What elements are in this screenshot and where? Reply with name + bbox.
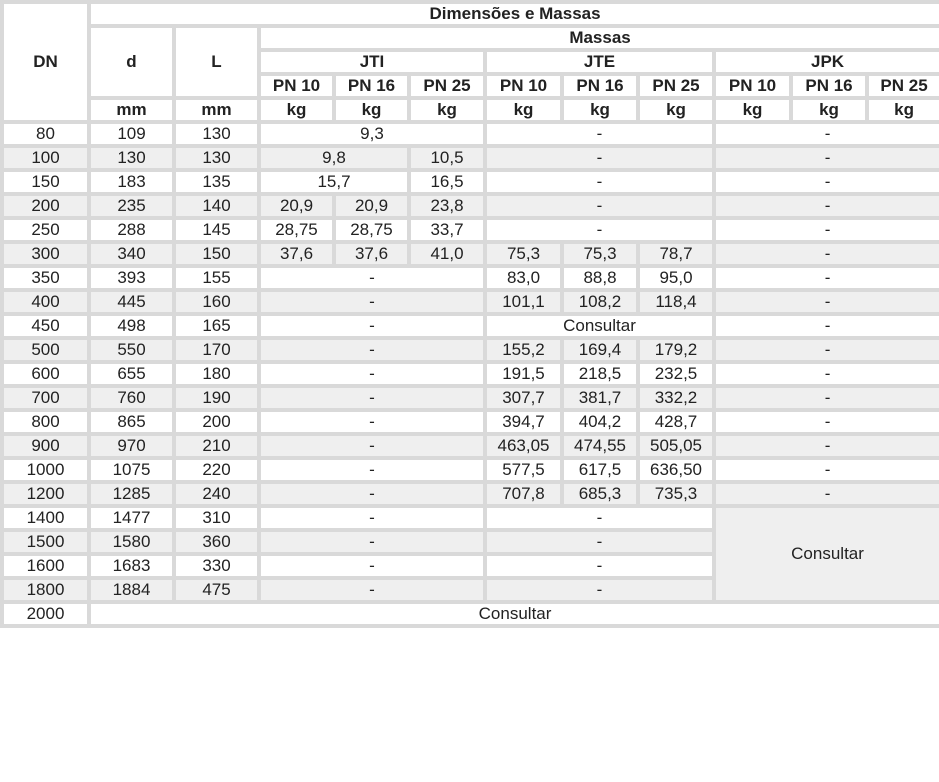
jti-cell: - (259, 386, 485, 410)
jti-cell: 9,3 (259, 122, 485, 146)
table-row (2, 386, 939, 410)
pn-header: PN 10 (714, 74, 791, 98)
jte-cell: 428,7 (638, 410, 714, 434)
unit-header: kg (867, 98, 939, 122)
jti-cell: - (259, 578, 485, 602)
l-cell: 240 (174, 482, 259, 506)
d-cell: 655 (89, 362, 174, 386)
l-cell: 170 (174, 338, 259, 362)
dn-cell: 900 (2, 434, 89, 458)
l-cell: 150 (174, 242, 259, 266)
jpk-cell: - (714, 242, 939, 266)
jpk-cell: - (714, 266, 939, 290)
d-cell: 1580 (89, 530, 174, 554)
unit-header: kg (485, 98, 562, 122)
jpk-cell: - (714, 458, 939, 482)
jte-cell: 83,0 (485, 266, 562, 290)
dn-cell: 2000 (2, 602, 89, 626)
jte-cell: Consultar (485, 314, 714, 338)
col-dn-header: DN (2, 2, 89, 122)
group-jte-header: JTE (485, 50, 714, 74)
jte-cell: 617,5 (562, 458, 638, 482)
jpk-cell: - (714, 434, 939, 458)
jte-cell: - (485, 554, 714, 578)
jte-cell: - (485, 218, 714, 242)
d-cell: 235 (89, 194, 174, 218)
d-cell: 760 (89, 386, 174, 410)
jte-cell: 577,5 (485, 458, 562, 482)
jti-cell: 37,6 (334, 242, 409, 266)
dn-cell: 700 (2, 386, 89, 410)
d-cell: 445 (89, 290, 174, 314)
l-cell: 310 (174, 506, 259, 530)
jte-cell: 332,2 (638, 386, 714, 410)
l-cell: 160 (174, 290, 259, 314)
table-row (2, 122, 939, 146)
jti-cell: - (259, 530, 485, 554)
jpk-cell: - (714, 170, 939, 194)
d-cell: 498 (89, 314, 174, 338)
table-row (2, 338, 939, 362)
jpk-cell: - (714, 314, 939, 338)
l-cell: 475 (174, 578, 259, 602)
jti-cell: - (259, 434, 485, 458)
jti-cell: - (259, 554, 485, 578)
jte-cell: - (485, 578, 714, 602)
group-jti-header: JTI (259, 50, 485, 74)
table-row (2, 194, 939, 218)
dn-cell: 350 (2, 266, 89, 290)
l-cell: 220 (174, 458, 259, 482)
table-row (2, 362, 939, 386)
l-cell: 330 (174, 554, 259, 578)
jti-cell: - (259, 314, 485, 338)
jpk-cell: - (714, 194, 939, 218)
table-row (2, 314, 939, 338)
table-header (2, 2, 939, 122)
dn-cell: 250 (2, 218, 89, 242)
d-cell: 1477 (89, 506, 174, 530)
jte-cell: 307,7 (485, 386, 562, 410)
table-row (2, 410, 939, 434)
jte-cell: 155,2 (485, 338, 562, 362)
table-row (2, 218, 939, 242)
jte-cell: 463,05 (485, 434, 562, 458)
jti-cell: - (259, 506, 485, 530)
unit-header: kg (334, 98, 409, 122)
dn-cell: 1600 (2, 554, 89, 578)
unit-header: kg (409, 98, 485, 122)
jti-cell: 37,6 (259, 242, 334, 266)
jpk-cell: - (714, 218, 939, 242)
pn-header: PN 10 (259, 74, 334, 98)
jte-cell: 394,7 (485, 410, 562, 434)
pn-header: PN 16 (562, 74, 638, 98)
jti-cell: 16,5 (409, 170, 485, 194)
table-row (2, 506, 939, 530)
jte-cell: - (485, 194, 714, 218)
table-row (2, 290, 939, 314)
table-body (2, 122, 939, 626)
jte-cell: 707,8 (485, 482, 562, 506)
d-cell: 340 (89, 242, 174, 266)
unit-header: mm (89, 98, 174, 122)
jti-cell: 9,8 (259, 146, 409, 170)
d-cell: 183 (89, 170, 174, 194)
jte-cell: 505,05 (638, 434, 714, 458)
unit-header: kg (791, 98, 867, 122)
jte-cell: - (485, 530, 714, 554)
consult-cell: Consultar (89, 602, 939, 626)
jpk-cell: - (714, 386, 939, 410)
jte-cell: 75,3 (562, 242, 638, 266)
jte-cell: - (485, 146, 714, 170)
jte-cell: 75,3 (485, 242, 562, 266)
jte-cell: 95,0 (638, 266, 714, 290)
table-title: Dimensões e Massas (89, 2, 939, 26)
jpk-consult-cell: Consultar (714, 506, 939, 602)
l-cell: 210 (174, 434, 259, 458)
dn-cell: 500 (2, 338, 89, 362)
d-cell: 1285 (89, 482, 174, 506)
table-row (2, 266, 939, 290)
jte-cell: 636,50 (638, 458, 714, 482)
jpk-cell: - (714, 362, 939, 386)
unit-header: kg (259, 98, 334, 122)
d-cell: 130 (89, 146, 174, 170)
dn-cell: 1200 (2, 482, 89, 506)
jti-cell: - (259, 266, 485, 290)
dn-cell: 400 (2, 290, 89, 314)
l-cell: 135 (174, 170, 259, 194)
pn-header: PN 16 (791, 74, 867, 98)
jti-cell: - (259, 458, 485, 482)
l-cell: 180 (174, 362, 259, 386)
unit-header: mm (174, 98, 259, 122)
jte-cell: - (485, 122, 714, 146)
table-row (2, 170, 939, 194)
d-cell: 970 (89, 434, 174, 458)
jti-cell: 10,5 (409, 146, 485, 170)
jti-cell: 28,75 (334, 218, 409, 242)
dn-cell: 100 (2, 146, 89, 170)
jti-cell: 41,0 (409, 242, 485, 266)
pn-header: PN 25 (409, 74, 485, 98)
jte-cell: - (485, 506, 714, 530)
dn-cell: 300 (2, 242, 89, 266)
jpk-cell: - (714, 146, 939, 170)
jte-cell: 474,55 (562, 434, 638, 458)
jti-cell: - (259, 362, 485, 386)
unit-header: kg (638, 98, 714, 122)
jte-cell: 179,2 (638, 338, 714, 362)
jti-cell: 28,75 (259, 218, 334, 242)
col-l-header: L (174, 26, 259, 98)
l-cell: 145 (174, 218, 259, 242)
jte-cell: 108,2 (562, 290, 638, 314)
jte-cell: 735,3 (638, 482, 714, 506)
jti-cell: 33,7 (409, 218, 485, 242)
jti-cell: - (259, 290, 485, 314)
l-cell: 190 (174, 386, 259, 410)
table-row (2, 146, 939, 170)
pn-header: PN 25 (638, 74, 714, 98)
table-row (2, 602, 939, 626)
dn-cell: 1800 (2, 578, 89, 602)
d-cell: 865 (89, 410, 174, 434)
table-row (2, 482, 939, 506)
d-cell: 393 (89, 266, 174, 290)
table-row (2, 434, 939, 458)
dn-cell: 1000 (2, 458, 89, 482)
pn-header: PN 25 (867, 74, 939, 98)
d-cell: 550 (89, 338, 174, 362)
jte-cell: 191,5 (485, 362, 562, 386)
dn-cell: 450 (2, 314, 89, 338)
unit-header: kg (714, 98, 791, 122)
l-cell: 155 (174, 266, 259, 290)
jte-cell: 685,3 (562, 482, 638, 506)
massas-header: Massas (259, 26, 939, 50)
jte-cell: 118,4 (638, 290, 714, 314)
d-cell: 1683 (89, 554, 174, 578)
jti-cell: 15,7 (259, 170, 409, 194)
jti-cell: - (259, 410, 485, 434)
dn-cell: 200 (2, 194, 89, 218)
jpk-cell: - (714, 122, 939, 146)
dn-cell: 1400 (2, 506, 89, 530)
dn-cell: 800 (2, 410, 89, 434)
jti-cell: 23,8 (409, 194, 485, 218)
jte-cell: 101,1 (485, 290, 562, 314)
l-cell: 200 (174, 410, 259, 434)
pn-header: PN 16 (334, 74, 409, 98)
jte-cell: - (485, 170, 714, 194)
d-cell: 1884 (89, 578, 174, 602)
jte-cell: 404,2 (562, 410, 638, 434)
dn-cell: 80 (2, 122, 89, 146)
pn-header: PN 10 (485, 74, 562, 98)
jpk-cell: - (714, 338, 939, 362)
l-cell: 360 (174, 530, 259, 554)
jpk-cell: - (714, 290, 939, 314)
d-cell: 288 (89, 218, 174, 242)
l-cell: 130 (174, 146, 259, 170)
jpk-cell: - (714, 410, 939, 434)
jte-cell: 218,5 (562, 362, 638, 386)
d-cell: 1075 (89, 458, 174, 482)
jte-cell: 232,5 (638, 362, 714, 386)
jte-cell: 169,4 (562, 338, 638, 362)
unit-header: kg (562, 98, 638, 122)
table-row (2, 458, 939, 482)
jti-cell: 20,9 (259, 194, 334, 218)
l-cell: 165 (174, 314, 259, 338)
l-cell: 130 (174, 122, 259, 146)
jte-cell: 381,7 (562, 386, 638, 410)
dn-cell: 150 (2, 170, 89, 194)
jte-cell: 78,7 (638, 242, 714, 266)
group-jpk-header: JPK (714, 50, 939, 74)
jti-cell: - (259, 482, 485, 506)
l-cell: 140 (174, 194, 259, 218)
jti-cell: 20,9 (334, 194, 409, 218)
table-row (2, 242, 939, 266)
d-cell: 109 (89, 122, 174, 146)
jpk-cell: - (714, 482, 939, 506)
jti-cell: - (259, 338, 485, 362)
jte-cell: 88,8 (562, 266, 638, 290)
col-d-header: d (89, 26, 174, 98)
dn-cell: 600 (2, 362, 89, 386)
dn-cell: 1500 (2, 530, 89, 554)
